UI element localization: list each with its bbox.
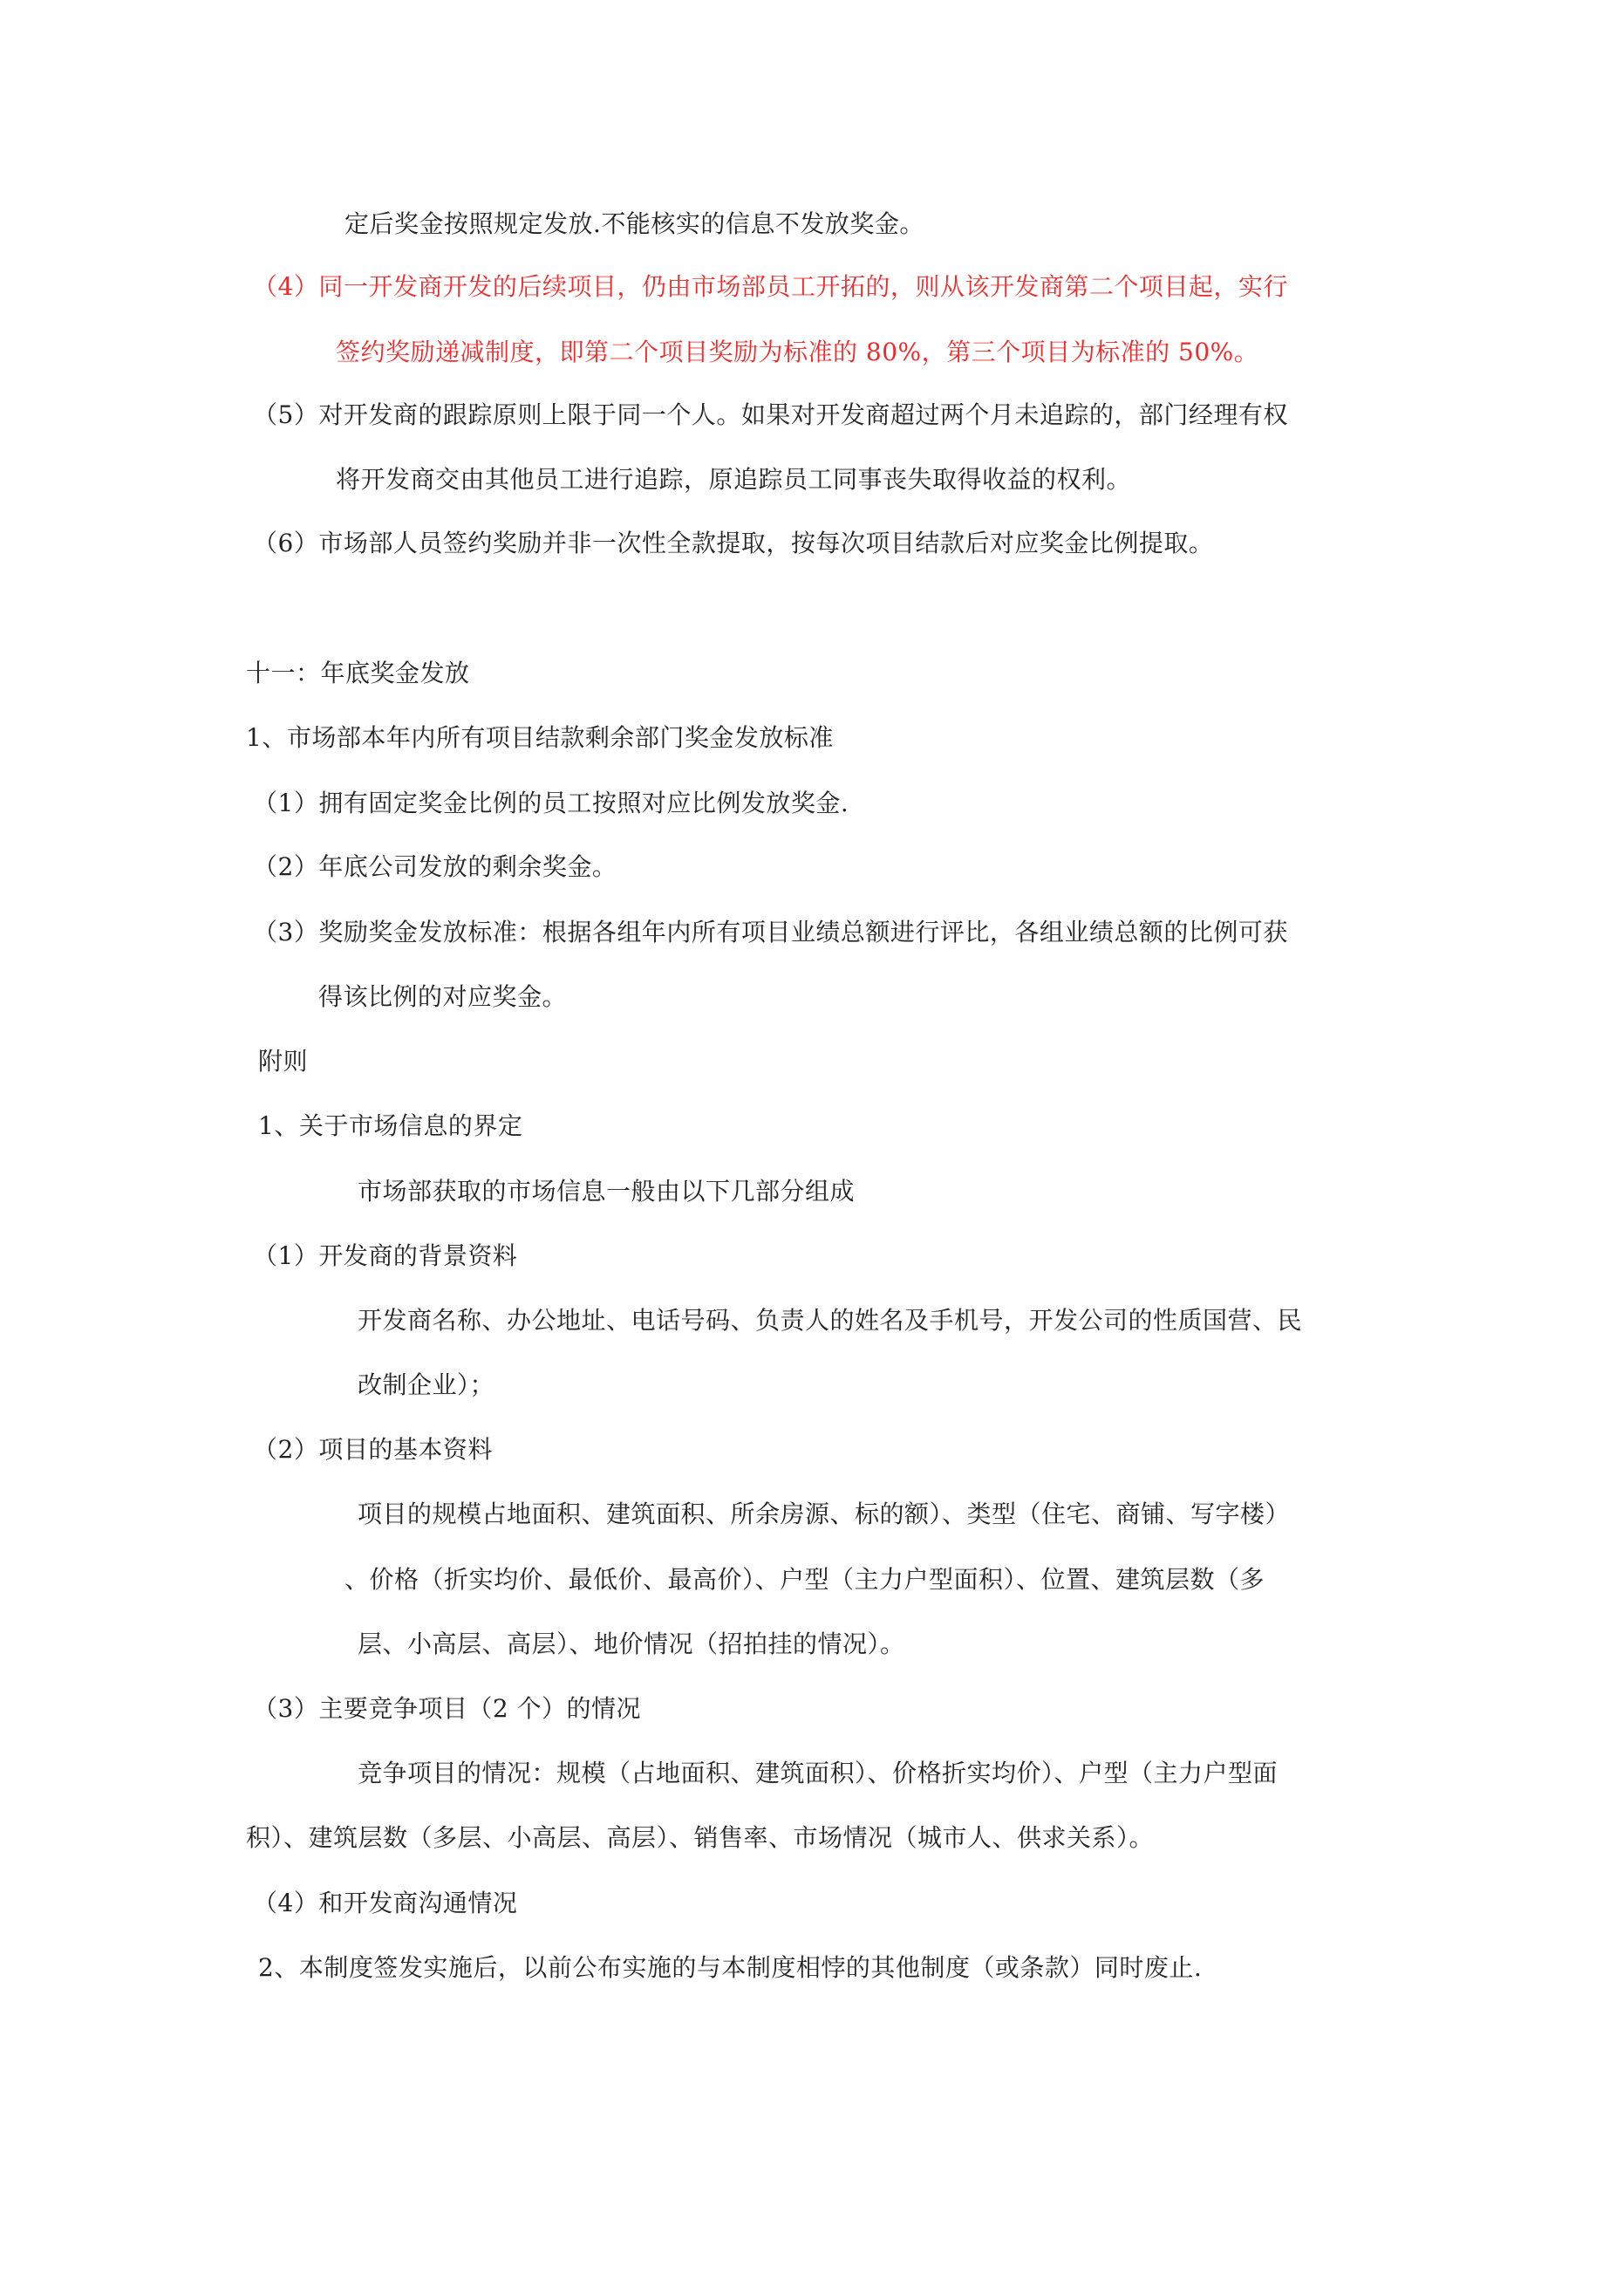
paragraph-line: （3）主要竞争项目（2 个）的情况 [253,1694,642,1723]
paragraph-line: 1、市场部本年内所有项目结款剩余部门奖金发放标准 [246,723,834,752]
paragraph-line: 项目的规模占地面积、建筑面积、所余房源、标的额）、类型（住宅、商铺、写字楼） [358,1500,1291,1528]
paragraph-line: （1）拥有固定奖金比例的员工按照对应比例发放奖金. [253,789,849,817]
appendix-heading: 附则 [258,1047,309,1076]
paragraph-line: 改制企业）； [358,1370,495,1399]
section-heading: 十一：年底奖金发放 [246,659,470,687]
paragraph-line: （1）开发商的背景资料 [253,1241,518,1270]
paragraph-line: 市场部获取的市场信息一般由以下几部分组成 [358,1177,856,1206]
paragraph-line: 、价格（折实均价、最低价、最高价）、户型（主力户型面积）、位置、建筑层数（多 [344,1565,1265,1594]
paragraph-line: 将开发商交由其他员工进行追踪，原追踪员工同事丧失取得收益的权利。 [336,465,1132,494]
paragraph-line-highlighted: 签约奖励递减制度，即第二个项目奖励为标准的 80%，第三个项目为标准的 50%。 [336,338,1259,366]
paragraph-line: 2、本制度签发实施后，以前公布实施的与本制度相悖的其他制度（或条款）同时废止. [258,1953,1203,1982]
paragraph-line: 层、小高层、高层）、地价情况（招拍挂的情况）。 [358,1630,905,1658]
paragraph-line: （4）和开发商沟通情况 [253,1889,518,1917]
paragraph-line: 1、关于市场信息的界定 [258,1111,523,1140]
paragraph-line: 竞争项目的情况：规模（占地面积、建筑面积）、价格折实均价）、户型（主力户型面 [358,1759,1279,1787]
paragraph-line: （3）奖励奖金发放标准：根据各组年内所有项目业绩总额进行评比，各组业绩总额的比例可获 [253,918,1288,946]
paragraph-line: （6）市场部人员签约奖励并非一次性全款提取，按每次项目结款后对应奖金比例提取。 [253,529,1214,557]
paragraph-line: （2）项目的基本资料 [253,1435,493,1464]
paragraph-line: （5）对开发商的跟踪原则上限于同一个人。如果对开发商超过两个月未追踪的，部门经理有权 [253,400,1288,429]
paragraph-line-highlighted: （4）同一开发商开发的后续项目，仍由市场部员工开拓的，则从该开发商第二个项目起，实行 [253,272,1288,301]
paragraph-line: 积）、建筑层数（多层、小高层、高层）、销售率、市场情况（城市人、供求关系）。 [246,1823,1155,1852]
paragraph-line: 定后奖金按照规定发放.不能核实的信息不发放奖金。 [344,209,924,238]
paragraph-line: （2）年底公司发放的剩余奖金。 [253,852,617,881]
paragraph-line: 开发商名称、办公地址、电话号码、负责人的姓名及手机号，开发公司的性质国营、民 [358,1306,1303,1335]
paragraph-line: 得该比例的对应奖金。 [318,982,568,1011]
